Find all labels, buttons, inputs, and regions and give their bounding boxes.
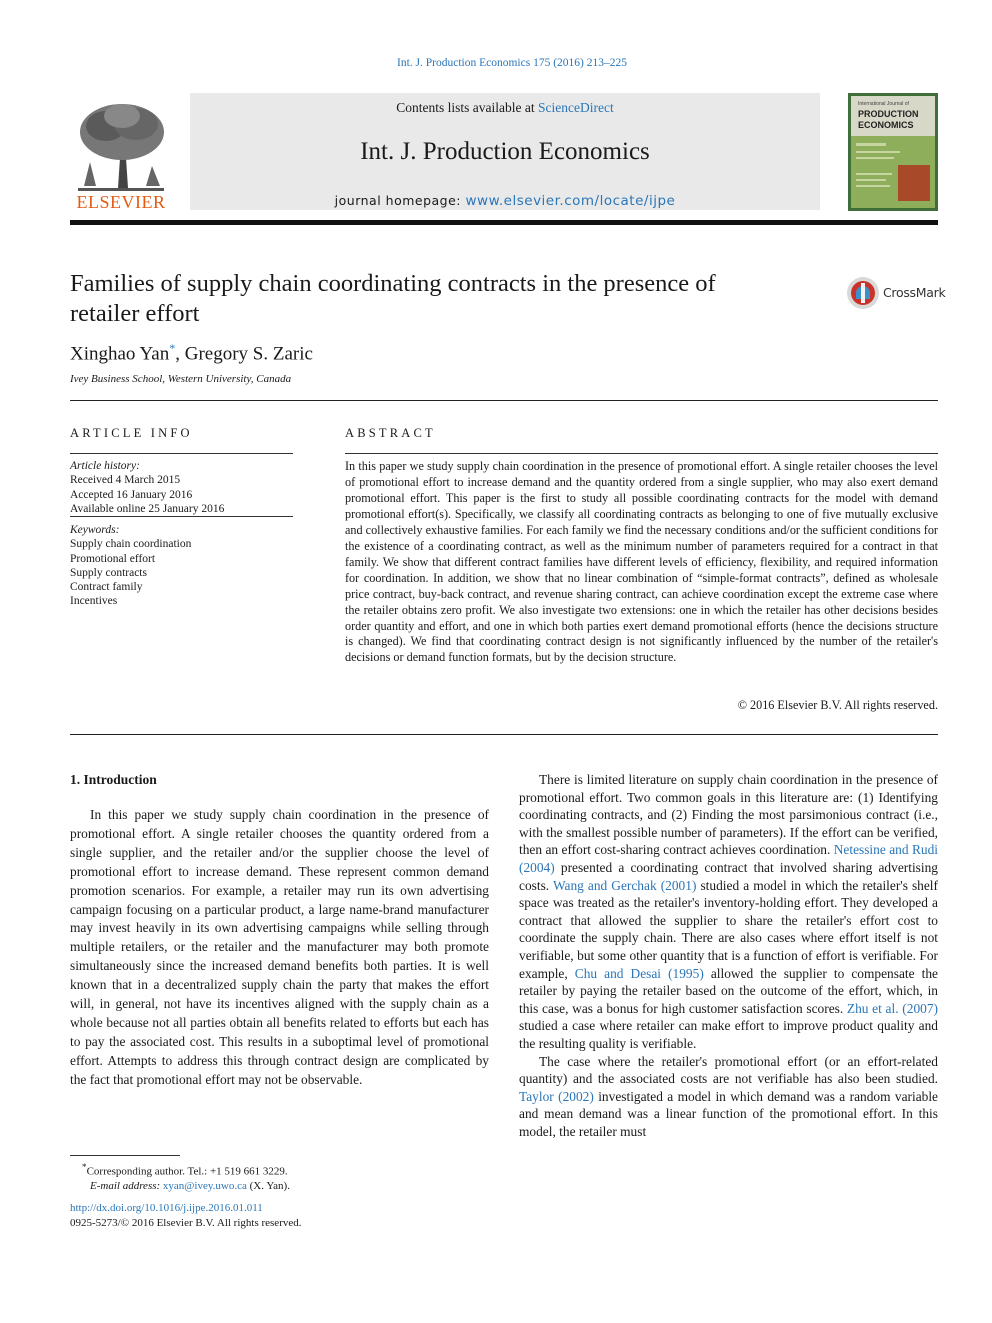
cover-title-line1: PRODUCTION: [858, 109, 919, 119]
body-paragraph: In this paper we study supply chain coordination in the presence of promotional effort. A single retailer chooses the quantity ordered from a single supplier, and the retailer and/or the supplier choose the level of promotional effort to increase demand. These represent common demand promotion scenarios. For example, a retailer may run its own advertising campaign focusing on a particular product, a large name-brand manufacturer may invest heavily in its own advertising campaigns while selling through multiple retailers, or the retailer and the manufacturer may both promote simultaneously since the increased demand benefits both parties. It is well known that in a decentralized supply chain the party that makes the effort will, in general, not have its incentives aligned with the supply chain as a whole because not all parties obtain all benefits related to efforts but each has to pay the associated cost. This results in a suboptimal level of promotional effort. Attempts to address this through contract design are complicated by the fact that promotional effort may not be observable.: [70, 807, 489, 1087]
paragraph-text: allowed the supplier to compensate the retailer by paying the retailer based on the outcome of the effort, which, in this case, was a bonus for high customer satisfaction scores.: [519, 965, 938, 1016]
email-link[interactable]: xyan@ivey.uwo.ca: [162, 1180, 247, 1193]
abstract-text: In this paper we study supply chain coordination in the presence of promotional effort. A single retailer chooses the level of promotional effort to increase demand and the quantity ordered from a single supplier, who may also exert demand promotional effort. This paper is the first to study all possible coordinating contracts for the model with demand promotional effort(s). Specifically, we classify all coordinating contracts as belonging to one of five mutually exclusive and collectively exhaustive families. For each family we find the necessary conditions and/or the sufficient conditions for the existence of a coordinating contract, as well as the minimum number of parameters required for a contract in that family. We show that different contract families have different levels of efficiency, flexibility, and required information for coordination. In addition, we show that no linear combination of “simple-format contracts”, defined as wholesale price contract, buy-back contract, and revenue sharing contract, can achieve coordination except the extreme case where the retailer obtains zero profit. We also investigate two extensions: one in which the retailer has other decisions besides order quantity and effort, and one in which both parties exert demand promotional efforts (hence the decisions structure is changed). We find that coordinating contract design is not significantly influenced by the number of the retailer's decisions or demand function formats, but by the decision structure.: [345, 459, 938, 665]
paragraph-text: The case where the retailer's promotional effort (or an effort-related quantity) and the associated costs are not verifiable has also been studied.: [519, 1053, 938, 1087]
body-column-right: [519, 771, 938, 1140]
author-name[interactable]: Gregory S. Zaric: [184, 343, 313, 365]
received-date: Received 4 March 2015: [70, 474, 181, 487]
contents-prefix: Contents lists available at: [396, 100, 538, 115]
doi-link[interactable]: http://dx.doi.org/10.1016/j.ijpe.2016.01.011: [70, 1202, 263, 1214]
keyword: Supply chain coordination: [70, 538, 192, 551]
sciencedirect-link[interactable]: ScienceDirect: [538, 100, 614, 115]
author-separator: ,: [175, 343, 185, 365]
keywords-block: [70, 523, 191, 609]
footnote: [70, 1160, 490, 1194]
citation-link[interactable]: Wang and Gerchak (2001): [552, 877, 697, 893]
history-label: Article history:: [70, 460, 140, 472]
paragraph-text: presented a coordinating contract that involved sharing advertising costs.: [519, 859, 938, 893]
journal-title: Int. J. Production Economics: [360, 138, 650, 165]
article-history: [70, 459, 224, 516]
citation-link[interactable]: Chu and Desai (1995): [574, 965, 704, 981]
journal-cover-image[interactable]: [848, 93, 938, 211]
journal-homepage: [190, 193, 820, 209]
cover-title-line2: ECONOMICS: [858, 120, 914, 130]
keyword: Contract family: [70, 581, 143, 594]
section-divider: [70, 400, 938, 401]
keywords-label: Keywords:: [70, 524, 120, 536]
author-name[interactable]: Xinghao Yan: [70, 343, 170, 365]
section-divider: [70, 734, 938, 735]
body-paragraph: [519, 771, 938, 1053]
article-info-rule: [70, 453, 293, 454]
article-info-rule: [70, 516, 293, 517]
homepage-link[interactable]: www.elsevier.com/locate/ijpe: [465, 193, 676, 209]
article-info-heading: ARTICLE INFO: [70, 426, 193, 440]
keyword: Promotional effort: [70, 552, 156, 565]
footnote-marker: *: [82, 1162, 87, 1172]
cover-subtitle: International Journal of: [858, 101, 909, 107]
author-list: [70, 341, 313, 365]
paragraph-text: investigated a model in which demand was a random variable and mean demand was a linear function of the promotional effort. In this model, the retailer must: [519, 1088, 939, 1139]
issn-copyright: 0925-5273/© 2016 Elsevier B.V. All rights reserved.: [70, 1216, 302, 1229]
body-column-left: [70, 806, 489, 1090]
abstract-rule: [345, 453, 938, 454]
paragraph-text: There is limited literature on supply chain coordination in the presence of promotional effort. Two common goals in this literature are: (1) Identifying coordinating contracts, and (2) Finding the most parsimonious contract (i.e., with the smallest possible number of parameters). If the effort can be verified, then an effort cost-sharing contract achieves coordination.: [519, 772, 938, 858]
elsevier-wordmark: ELSEVIER: [76, 192, 166, 212]
section-heading: 1. Introduction: [70, 772, 157, 787]
homepage-label: journal homepage:: [334, 193, 466, 208]
keyword: Supply contracts: [70, 566, 147, 579]
footnote-rule: [70, 1155, 180, 1156]
author-affiliation: Ivey Business School, Western University, Canada: [70, 373, 292, 385]
paragraph-text: studied a model in which the retailer's shelf space was treated as the retailer's inventory-holding effort. They developed a contract that allowed the supplier to share the retailer's effort cost to coordinate the supply chain. There are also cases where effort itself is not verifiable, but some other quantity that is a function of effort is verifiable. For example,: [519, 877, 938, 981]
abstract-heading: ABSTRACT: [345, 426, 436, 440]
keyword: Incentives: [70, 595, 118, 608]
journal-citation[interactable]: Int. J. Production Economics 175 (2016) 213–225: [397, 57, 627, 69]
email-suffix: (X. Yan).: [246, 1180, 290, 1193]
citation-link[interactable]: Taylor (2002): [519, 1088, 594, 1104]
abstract-copyright: © 2016 Elsevier B.V. All rights reserved.: [737, 698, 938, 712]
citation-link[interactable]: Zhu et al. (2007): [846, 1000, 938, 1016]
corresponding-author-text: Corresponding author. Tel.: +1 519 661 3229.: [86, 1165, 288, 1178]
paragraph-text: studied a case where retailer can make effort to improve product quality and the resulting quality is verifiable.: [519, 1018, 938, 1051]
corresponding-author-note: [70, 1160, 490, 1179]
crossmark-label[interactable]: CrossMark: [883, 285, 946, 300]
article-title: Families of supply chain coordinating contracts in the presence of retailer effort: [70, 270, 716, 327]
accepted-date: Accepted 16 January 2016: [70, 488, 193, 501]
corresponding-author-marker[interactable]: *: [169, 341, 176, 355]
citation-link[interactable]: Netessine and Rudi (2004): [519, 842, 938, 875]
body-paragraph: [519, 1053, 938, 1141]
online-date: Available online 25 January 2016: [70, 502, 225, 515]
contents-line: [190, 100, 820, 116]
email-note: [70, 1179, 490, 1194]
header-rule: [70, 220, 938, 225]
email-label: E-mail address:: [90, 1180, 163, 1193]
doi-block: [70, 1201, 302, 1230]
